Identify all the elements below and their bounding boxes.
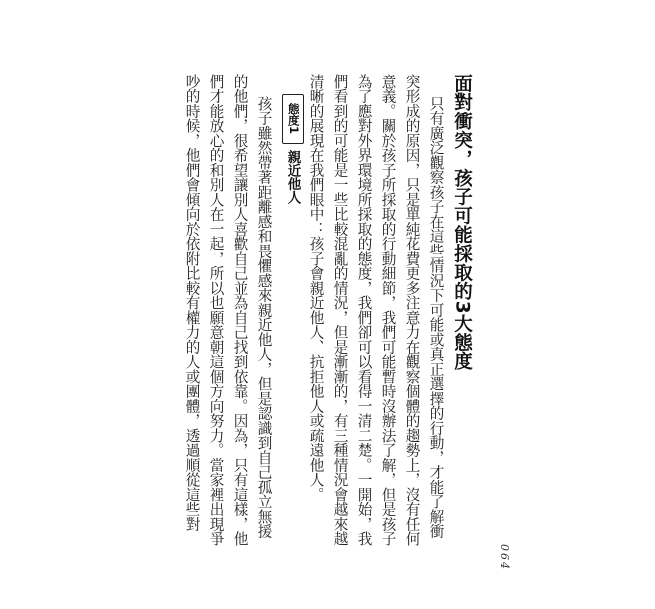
body-column: 意義。關於孩子所採取的行動細節，我們可能暫時沒辦法了解，但是孩子 xyxy=(379,74,397,546)
body-column: 清晰的展現在我們眼中：孩子會親近他人、抗拒他人或疏遠他人。 xyxy=(307,74,325,502)
attitude-badge-label: 態度1 xyxy=(286,103,301,135)
body-column: 們才能放心的和別人在一起，所以也願意朝這個方向努力。當家裡出現爭 xyxy=(207,74,225,546)
body-column: 孩子雖然帶著距離感和畏懼感來親近他人，但是認識到自己孤立無援 xyxy=(255,96,273,539)
attitude-badge xyxy=(282,94,304,144)
body-column: 的他們，很希望讓別人喜歡自己並為自己找到依靠。因為，只有這樣，他 xyxy=(231,74,249,546)
body-column: 們看到的可能是一些比較混亂的情況，但是漸漸的，有三種情況會越來越 xyxy=(331,74,349,546)
page-title: 面對衝突，孩子可能採取的3大態度 xyxy=(451,74,473,371)
page-number: 064 xyxy=(498,544,511,571)
body-column: 只有廣泛觀察孩子在這些情況下可能或真正選擇的行動，才能了解衝 xyxy=(427,96,445,539)
body-column: 突形成的原因，只是單純花費更多注意力在觀察個體的趨勢上，沒有任何 xyxy=(403,74,421,546)
section-heading: 親近他人 xyxy=(284,150,301,204)
body-column: 為了應對外界環境所採取的態度，我們卻可以看得一清二楚。一開始，我 xyxy=(355,74,373,546)
body-column: 吵的時候，他們會傾向於依附比較有權力的人或團體，透過順從這些對 xyxy=(183,74,201,532)
